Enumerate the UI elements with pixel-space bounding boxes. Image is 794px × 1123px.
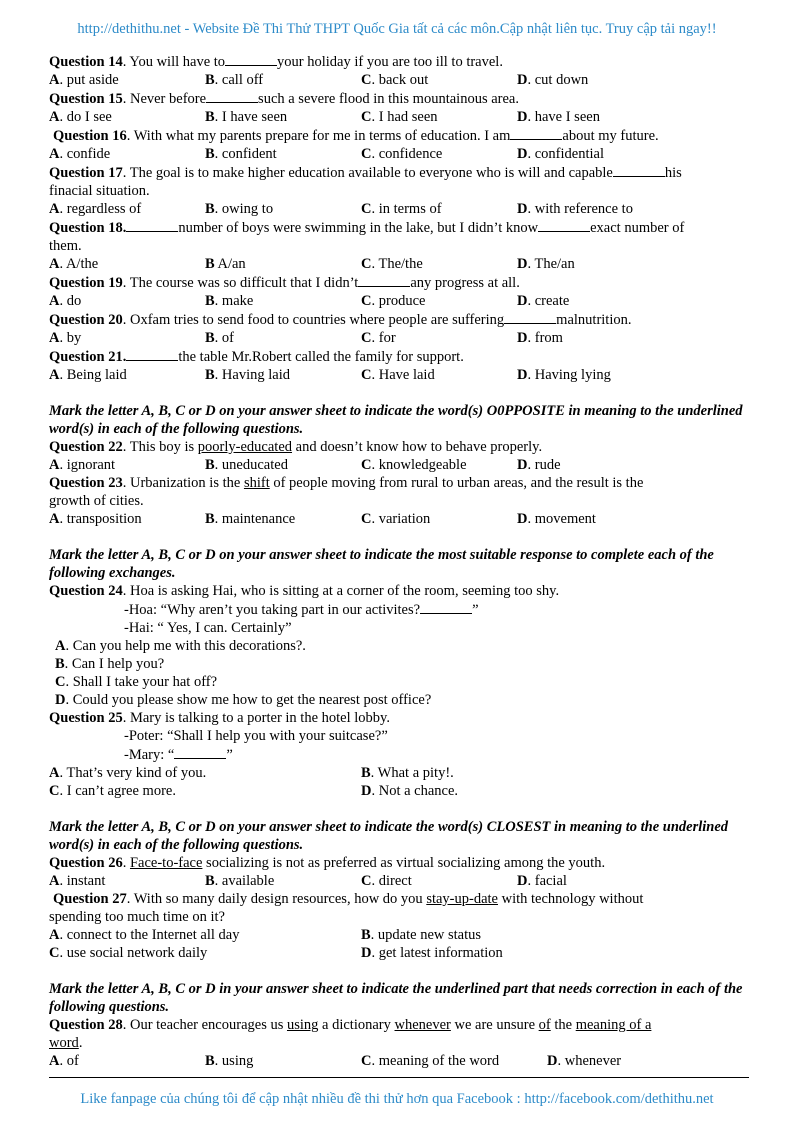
option-d: D. from <box>517 330 563 346</box>
option-b: B. update new status <box>361 927 482 943</box>
dialogue-hai: -Hai: “ Yes, I can. Certainly” <box>124 620 292 636</box>
header-banner[interactable]: http://dethithu.net - Website Đề Thi Thử THPT Quốc Gia tất cả các môn.Cập nhật liên tục. Truy cập tải ngay!! <box>77 21 717 37</box>
options-21 <box>49 366 749 384</box>
option-d: D. Could you please show me how to get the nearest post office? <box>55 692 432 708</box>
option-a: A. That’s very kind of you. <box>49 765 207 781</box>
options-27-row1 <box>49 926 749 944</box>
options-28 <box>49 1052 749 1070</box>
option-b: B. I have seen <box>205 109 288 125</box>
option-b: B. maintenance <box>205 511 296 527</box>
options-14 <box>49 71 749 89</box>
question-22: Question 22. This boy is poorly-educated and doesn’t know how to behave properly. <box>49 439 543 455</box>
question-18: Question 18. number of boys were swimming in the lake, but I didn’t know exact number of <box>49 220 685 236</box>
option-c: C. in terms of <box>361 201 442 217</box>
option-a: A. by <box>49 330 82 346</box>
dialogue-mary: -Mary: “ ” <box>124 747 233 763</box>
option-c: C. knowledgeable <box>361 457 467 473</box>
footer-banner[interactable]: Like fanpage của chúng tôi để cập nhật nhiều đề thi thử hơn qua Facebook : http://facebook.com/dethithu.net <box>80 1091 714 1107</box>
option-d: D. The/an <box>517 256 575 272</box>
options-25-row2 <box>49 782 749 800</box>
option-c: C. produce <box>361 293 426 309</box>
section-instruction-response: Mark the letter A, B, C or D on your answer sheet to indicate the most suitable response to complete each of the following exchanges. <box>49 547 714 581</box>
question-27-cont: spending too much time on it? <box>49 909 225 925</box>
option-b: B. uneducated <box>205 457 288 473</box>
options-15 <box>49 108 749 126</box>
option-c: C. meaning of the word <box>361 1053 500 1069</box>
question-20: Question 20. Oxfam tries to send food to countries where people are suffering malnutrition. <box>49 312 632 328</box>
options-26 <box>49 872 749 890</box>
question-25: Question 25. Mary is talking to a porter in the hotel lobby. <box>49 710 390 726</box>
option-c: C. back out <box>361 72 429 88</box>
option-c: C. I had seen <box>361 109 438 125</box>
option-d: D. Not a chance. <box>361 783 459 799</box>
section-instruction-correction: Mark the letter A, B, C or D in your answer sheet to indicate the underlined part that needs correction in each of the following questions. <box>49 981 743 1015</box>
option-c: C. use social network daily <box>49 945 208 961</box>
option-c: C. The/the <box>361 256 423 272</box>
dialogue-hoa: -Hoa: “Why aren’t you taking part in our activites? ” <box>124 602 479 618</box>
question-27: Question 27. With so many daily design resources, how do you stay-up-date with technology without <box>53 891 644 907</box>
option-a: A. of <box>49 1053 79 1069</box>
answer-blank <box>504 310 556 324</box>
question-18-cont: them. <box>49 238 82 254</box>
question-19: Question 19. The course was so difficult that I didn’t any progress at all. <box>49 275 520 291</box>
option-c: C. Shall I take your hat off? <box>55 674 218 690</box>
options-16 <box>49 145 749 163</box>
question-24: Question 24. Hoa is asking Hai, who is sitting at a corner of the room, seeming too shy. <box>49 583 560 599</box>
answer-blank <box>510 126 562 140</box>
question-16: Question 16. With what my parents prepare for me in terms of education. I am about my future. <box>53 128 659 144</box>
option-a: A. do <box>49 293 82 309</box>
option-b: B. available <box>205 873 275 889</box>
option-a: A. regardless of <box>49 201 142 217</box>
question-21: Question 21. the table Mr.Robert called the family for support. <box>49 349 464 365</box>
option-a: A. do I see <box>49 109 112 125</box>
option-c: C. confidence <box>361 146 443 162</box>
option-b: B A/an <box>205 256 246 272</box>
option-b: B. Can I help you? <box>55 656 165 672</box>
question-15: Question 15. Never before such a severe flood in this mountainous area. <box>49 91 519 107</box>
option-b: B. Having laid <box>205 367 290 383</box>
answer-blank <box>613 163 665 177</box>
option-b: B. call off <box>205 72 264 88</box>
options-19 <box>49 292 749 310</box>
options-23 <box>49 510 749 528</box>
option-b: B. make <box>205 293 254 309</box>
answer-blank <box>538 218 590 232</box>
option-b: B. confident <box>205 146 277 162</box>
question-23: Question 23. Urbanization is the shift of people moving from rural to urban areas, and the result is the <box>49 475 644 491</box>
option-b: B. What a pity!. <box>361 765 454 781</box>
option-d: D. confidential <box>517 146 604 162</box>
options-27-row2 <box>49 944 749 962</box>
question-14: Question 14. You will have to your holiday if you are too ill to travel. <box>49 54 503 70</box>
option-d: D. have I seen <box>517 109 600 125</box>
option-d: D. get latest information <box>361 945 503 961</box>
option-d: D. movement <box>517 511 596 527</box>
answer-blank <box>206 89 258 103</box>
dialogue-poter: -Poter: “Shall I help you with your suitcase?” <box>124 728 388 744</box>
option-d: D. rude <box>517 457 561 473</box>
option-a: A. A/the <box>49 256 99 272</box>
section-instruction-opposite: Mark the letter A, B, C or D on your answer sheet to indicate the word(s) O0PPOSITE in meaning to the underlined word(s) in each of the following questions. <box>49 403 743 437</box>
options-17 <box>49 200 749 218</box>
options-25-row1 <box>49 764 749 782</box>
option-d: D. with reference to <box>517 201 633 217</box>
exam-content <box>49 52 749 1070</box>
option-d: D. facial <box>517 873 567 889</box>
option-a: A. instant <box>49 873 106 889</box>
answer-blank <box>225 52 277 66</box>
answer-blank <box>174 745 226 759</box>
option-b: B. owing to <box>205 201 274 217</box>
answer-blank <box>126 347 178 361</box>
question-28-cont: word. <box>49 1035 83 1051</box>
question-28: Question 28. Our teacher encourages us using a dictionary whenever we are unsure of the meaning of a <box>49 1017 652 1033</box>
option-c: C. for <box>361 330 396 346</box>
option-a: A. confide <box>49 146 111 162</box>
option-a: A. put aside <box>49 72 119 88</box>
options-18 <box>49 255 749 273</box>
question-26: Question 26. Face-to-face socializing is not as preferred as virtual socializing among the youth. <box>49 855 606 871</box>
answer-blank <box>126 218 178 232</box>
answer-blank <box>358 273 410 287</box>
option-a: A. Being laid <box>49 367 127 383</box>
option-d: D. create <box>517 293 570 309</box>
option-d: D. cut down <box>517 72 589 88</box>
option-a: A. connect to the Internet all day <box>49 927 240 943</box>
question-17-cont: finacial situation. <box>49 183 150 199</box>
option-a: A. ignorant <box>49 457 116 473</box>
option-c: C. Have laid <box>361 367 435 383</box>
section-instruction-closest: Mark the letter A, B, C or D on your answer sheet to indicate the word(s) CLOSEST in meaning to the underlined word(s) in each of the following questions. <box>49 819 729 853</box>
footer-divider <box>49 1077 749 1078</box>
option-b: B. of <box>205 330 235 346</box>
option-c: C. direct <box>361 873 412 889</box>
option-d: D. whenever <box>547 1053 622 1069</box>
options-20 <box>49 329 749 347</box>
options-22 <box>49 456 749 474</box>
option-a: A. transposition <box>49 511 142 527</box>
option-c: C. variation <box>361 511 431 527</box>
answer-blank <box>420 600 472 614</box>
option-b: B. using <box>205 1053 254 1069</box>
option-c: C. I can’t agree more. <box>49 783 176 799</box>
option-d: D. Having lying <box>517 367 611 383</box>
option-a: A. Can you help me with this decorations?. <box>55 638 306 654</box>
question-17: Question 17. The goal is to make higher education available to everyone who is will and capable his <box>49 165 682 181</box>
question-23-cont: growth of cities. <box>49 493 144 509</box>
